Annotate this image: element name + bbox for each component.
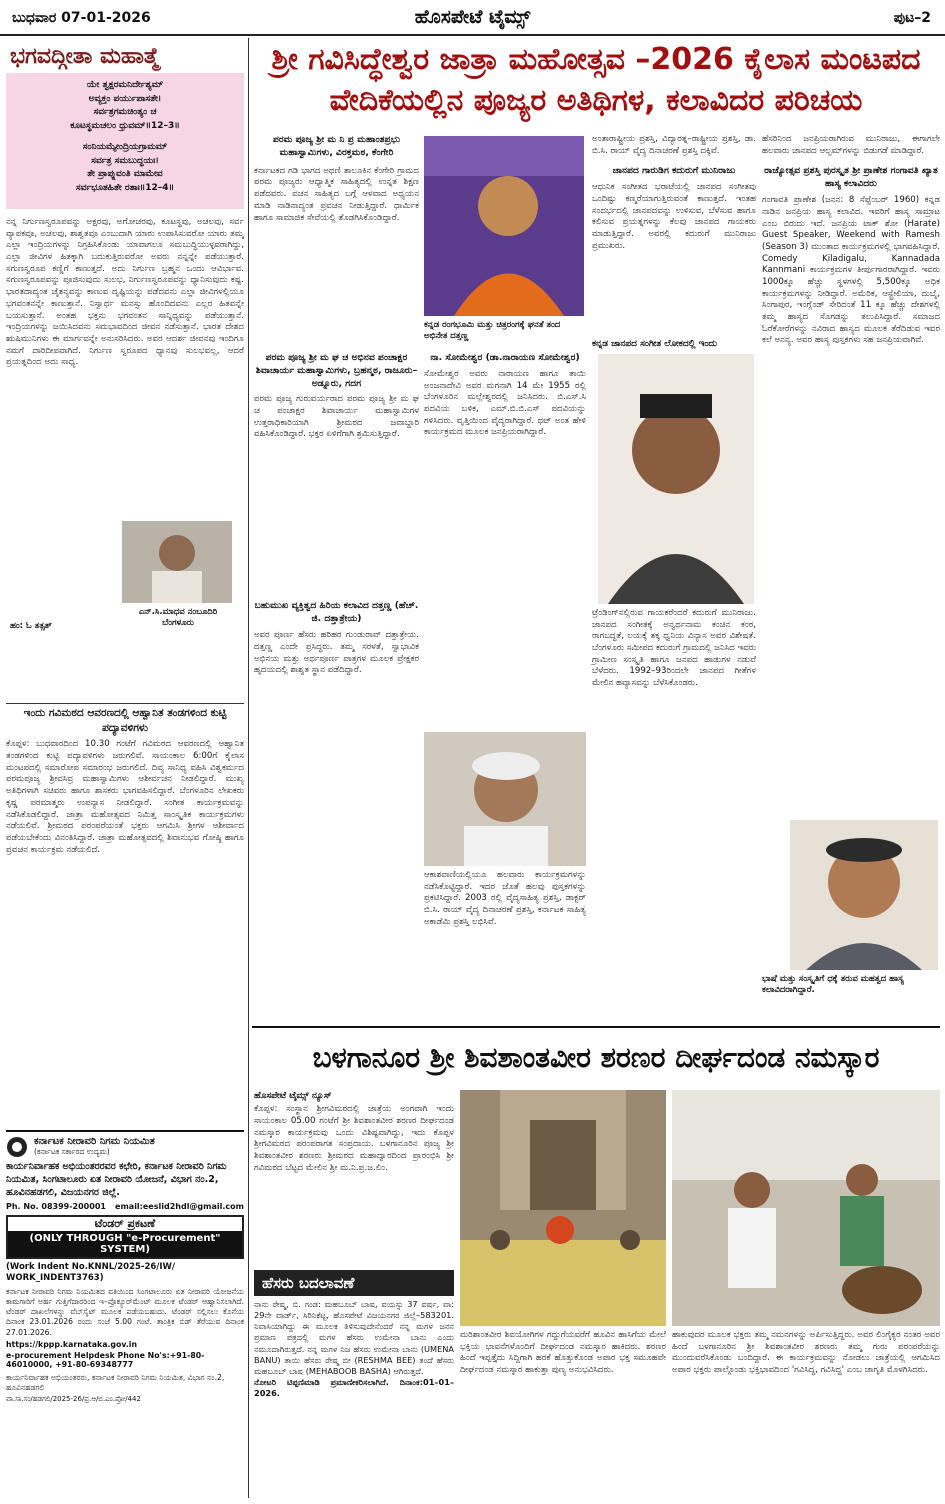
gavimath-headline: ಇಂದು ಗವಿಮಠದ ಆವರಣದಲ್ಲಿ ಆಹ್ವಾನಿತ ತಂಡಗಳಿಂದ ಕುಟ್ಟಿ ಪದ್ಯಾವಳಿಗಳು — [23, 707, 227, 734]
gita-title: ಭಗವದ್ಗೀತಾ ಮಹಾತ್ಮೆ — [10, 44, 160, 69]
issue-date: ಬುಧವಾರ 07-01-2026 — [12, 10, 151, 26]
verse1-line4: ಕೂಟಸ್ಥಮಚಲಂ ಧ್ರುವಮ್॥12–3॥ — [70, 120, 180, 131]
tender-title: ಟೆಂಡರ್ ಪ್ರಕಟಣೆ — [94, 1217, 156, 1231]
main-headline-line1: ಶ್ರೀ ಗವಿಸಿದ್ಧೇಶ್ವರ ಜಾತ್ರಾ ಮಹೋತ್ಸವ –2026 ಕೈಲಾಸ ಮಂಟಪದ — [271, 42, 921, 77]
col1-head: ಪರಮ ಪೂಜ್ಯ ಶ್ರೀ ಮ ನಿ ಪ್ರ ಮಹಾಂತಪ್ರಭು ಮಹಾಸ್ವಾಮಿಗಳು, ವಿರಕ್ತಮಠ, ಕೆಂಗೇರಿ — [272, 134, 400, 158]
tender-phone: Ph. No. 08399-200001 — [6, 1202, 106, 1212]
col1-body: ಕರ್ನಾಟಕದ ಗಡಿ ಭಾಗದ ಅಥಣಿ ತಾಲೂಕಿನ ಕೆಂಗೇರಿ ಗ್ರಾಮದ ಪರಮ ಪೂಜ್ಯರು ಆಧ್ಯಾತ್ಮಿಕ ಸಾಹಿತ್ಯದಲ್ಲಿ ಉನ್ನತ ಶಿಕ್ಷಣ ಪಡೆದವರು. ವಚನ ಸಾಹಿತ್ಯದ ಬಗ್ಗೆ ಆಳವಾದ ಅಧ್ಯಯನ ಮಾಡಿ ನಾಡಿನಾದ್ಯಂತ ಪ್ರವಚನ ನೀಡುತ್ತಿದ್ದಾರೆ. ಧಾರ್ಮಿಕ ಹಾಗೂ ಸಾಮಾಜಿಕ ಸೇವೆಯಲ್ಲಿ ತೊಡಗಿಸಿಕೊಂಡಿದ್ದಾರೆ. — [254, 165, 419, 223]
col1-head3: ಬಹುಮುಖ ವ್ಯಕ್ತಿತ್ವದ ಹಿರಿಯ ಕಲಾವಿದ ದತ್ತಣ್ಣ (ಹೆಚ್. ಜಿ. ದತ್ತಾತ್ರೇಯ) — [254, 600, 419, 625]
col3-caption: ಕನ್ನಡ ಜಾನಪದ ಸಂಗೀತ ಲೋಕದಲ್ಲಿ ಇಂದು — [592, 339, 718, 349]
col4-body: ಹೆಸರಿನಿಂದ ಜನಪ್ರಿಯರಾಗಿರುವ ಮುನಿರಾಜು, ಈಗಾಗಲೇ ಹಲವಾರು ಜಾನಪದ ಆಲ್ಬಮ್‌ಗಳನ್ನು ಬಿಡುಗಡೆ ಮಾಡಿದ್ದಾರೆ. — [762, 134, 940, 156]
tender-body: ಕರ್ನಾಟಕ ನೀರಾವರಿ ನಿಗಮ ನಿಯಮಿತದ ವತಿಯಿಂದ ಸಿಂಗಟಾಲೂರು ಏತ ನೀರಾವರಿ ಯೋಜನೆಯ ಕಾಮಗಾರಿಗೆ ಅರ್ಹ ಗುತ್ತಿಗೆದಾರರಿಂದ ಇ–ಪ್ರೊಕ್ಯೂರ್‌ಮೆಂಟ್ ಮೂಲಕ ಟೆಂಡರ್ ಆಹ್ವಾನಿಸಲಾಗಿದೆ. ಟೆಂಡರ್ ದಾಖಲೆಗಳನ್ನು ವೆಬ್‌ಸೈಟ್ ಮೂಲಕ ಪಡೆಯಬಹುದು. ಟೆಂಡರ್ ಸಲ್ಲಿಸಲು ಕೊನೆಯ ದಿನಾಂಕ 23.01.2026 ರಂದು ಸಂಜೆ 5.00 ಗಂಟೆ. ತಾಂತ್ರಿಕ ಬಿಡ್ ತೆರೆಯುವ ದಿನಾಂಕ 27.01.2026. — [6, 1286, 244, 1337]
pranesh-photo — [790, 820, 938, 970]
name-change-body: ನಾನು ರೇಷ್ಮ, ಬಿ. ಗಂಡ: ಮಹಬೂಬ್ ಬಾಷ, ವಯಸ್ಸು 37 ವರ್ಷ, ವಾ: 29ನೇ ವಾರ್ಡ್, ಸಿರಿನಿಕೆಟ್ಟ, ಹೊಸಪೇಟೆ ವಿಜಯನಗರ ಜಿಲ್ಲೆ–583201. ನಿವಾಸಿಯಾಗಿದ್ದು ಈ ಮೂಲಕ ತಿಳಿಸುವುದೇನೆಂದರೆ ನನ್ನ ಮಗಳ ಜನನ ಪ್ರಮಾಣ ಪತ್ರದಲ್ಲಿ ಮಗಳ ಹೆಸರು ಉಮೇನಾ ಬಾನು ಎಂದು ನಮೂದಾಗಿರುತ್ತದೆ. ನನ್ನ ಮಗಳ ನಿಜ ಹೆಸರು ಉಮೇನಾ ಬಾನು (UMENA BANU) ತಾಯಿ ಹೆಸರು ರೇಷ್ಮ ಬೀ (RESHMA BEE) ತಂದೆ ಹೆಸರು ಮಹಬೂಬ್ ಬಾಷ (MEHABOOB BASHA) ಆಗಿರುತ್ತದೆ. — [254, 1299, 454, 1376]
tender-office: ಕಾರ್ಯನಿರ್ವಾಹಕ ಅಭಿಯಂತರರವರ ಕಛೇರಿ, ಕರ್ನಾಟಕ ನೀರಾವರಿ ನಿಗಮ ನಿಯಮಿತ, ಸಿಂಗಟಾಲೂರು ಏತ ನೀರಾವರಿ ಯೋಜನೆ, ವಿಭಾಗ ನಂ.2, ಹೂವಿನಹಡಗಲಿ, ವಿಜಯನಗರ ಜಿಲ್ಲೆ. — [6, 1161, 227, 1198]
col1-caption: ಕನ್ನಡ ರಂಗಭೂಮಿ ಮತ್ತು ಚಿತ್ರರಂಗಕ್ಕೆ ಘನತೆ ತಂದ ಅಭಿನೇತ ದತ್ತಣ್ಣ — [424, 320, 561, 342]
tender-portal[interactable]: https://kppp.karnataka.gov.in — [6, 1339, 138, 1349]
tender-email: email:eeslid2hdl@gmail.com — [115, 1202, 244, 1212]
col3-body: ಅಂತಾರಾಷ್ಟ್ರೀಯ ಪ್ರಶಸ್ತಿ, ವಿದ್ಯಾರತ್ನ–ರಾಷ್ಟ್ರೀಯ ಪ್ರಶಸ್ತಿ, ಡಾ. ಬಿ.ಸಿ. ರಾಯ್ ವೈದ್ಯ ದಿನಾಚರಣೆ ಪ್ರಶಸ್ತಿ ದಕ್ಕಿವೆ. — [592, 134, 756, 156]
gavimath-article — [6, 706, 244, 1126]
verse2-line2: ಸರ್ವತ್ರ ಸಮಬುದ್ಧಯಃ। — [91, 155, 159, 166]
tender-system: (ONLY THROUGH "e-Procurement" SYSTEM) — [8, 1231, 242, 1257]
verse1-line3: ಸರ್ವತ್ರಗಮಚಿಂತ್ಯಂ ಚ — [93, 107, 157, 117]
dattanna-photo — [424, 732, 586, 866]
somesh-photo — [598, 354, 754, 604]
verse2-line4: ಸರ್ವಭೂತಹಿತೇ ರತಾಃ॥12–4॥ — [75, 182, 175, 193]
col3-body3: ಟ್ರೆಂಡಿಂಗ್‌ನಲ್ಲಿರುವ ಗಾಯಕರೆಂದರೆ ಕದುರುಗೆ ಮುನಿರಾಜು. ಜಾನಪದ ಸಂಗೀತಕ್ಕೆ ಅನ್ವರ್ಥನಾಮ ಕಂಚಿನ ಕಂಠ, ರಾಗಬದ್ಧತೆ, ಲಯಕ್ಕೆ ತಕ್ಕ ಧ್ವನಿಯ ವಿನ್ಯಾಸ ಅವರ ವಿಶೇಷತೆ. ಬೆಂಗಳೂರು ಸಮೀಪದ ಕದುರುಗೆ ಗ್ರಾಮದಲ್ಲಿ ಜನಿಸಿದ ಇವರು ಗ್ರಾಮೀಣ ಸಂಸ್ಕೃತಿ ಹಾಗೂ ಜನಪದ ಹಾಡುಗಳ ನಡುವೆ ಬೆಳೆದರು. 1992–93ರಿಂದಲೇ ಜಾನಪದ ಗೀತೆಗಳ ಮೇಲಿನ ಹವ್ಯಾಸವನ್ನು ಬೆಳೆಸಿಕೊಂಡರು. — [592, 608, 756, 689]
gita-body: ನನ್ನ ನಿರ್ಗುಣಸ್ವರೂಪವನ್ನು ಅಕ್ಷರವು, ಅಗೋಚರವು, ಕೂಟಸ್ಥವು, ಅಚಲವು, ಸರ್ವ ವ್ಯಾಪಕವೂ, ಅಚಲವು, ಶಾಶ್ವತವೂ ಎಂಬುದಾಗಿ ಯಾರು ಉಪಾಸಿಸುವರೋ ಯಾರು ತಮ್ಮ ಎಲ್ಲಾ ಇಂದ್ರಿಯಗಳನ್ನು ನಿಗ್ರಹಿಸಿಕೊಂಡು ಯಾವಾಗಲೂ ಸಮಬುದ್ಧಿಯುಳ್ಳವರಾಗಿದ್ದು, ಎಲ್ಲಾ ಜೀವಿಗಳ ಹಿತಕ್ಕಾಗಿ ಬದುಕುತ್ತಿರುವರೋ ಅವರು ನನ್ನನ್ನೇ ಪಡೆಯುತ್ತಾರೆ. ಸಗುಣಸ್ವರೂಪ ಕಣ್ಣಿಗೆ ಕಾಣುತ್ತದೆ. ಅದು ನಿರ್ಗುಣ ಬ್ರಹ್ಮನ ಒಂದು ಆವಿರ್ಭಾವ. ಸಗುಣಸ್ವರೂಪವನ್ನು ಪೂಜಿಸುವುದು ಸುಲಭ, ನಿರ್ಗುಣಸ್ವರೂಪವನ್ನು ಧ್ಯಾನಿಸುವುದು ಕಷ್ಟ. ಭಾರತದಾದ್ಯಂತ ಚೈತನ್ಯವನ್ನು ಕಾಣುವ ದೃಷ್ಟಿಯನ್ನು ಪಡೆದವನು ಎಲ್ಲಾ ಜೀವಿಗಳಲ್ಲಿಯೂ ಭಗವಂತನನ್ನೇ ಕಾಣುತ್ತಾನೆ. ನಿಸ್ವಾರ್ಥ ಮನಸ್ಸು ಹೊಂದಿದವನು ಎಲ್ಲರ ಹಿತವನ್ನೇ ಬಯಸುತ್ತಾನೆ. ಅಂತಹ ಭಕ್ತನು ಭಗವಂತನ ಸಾನ್ನಿಧ್ಯವನ್ನು ಪಡೆಯುತ್ತಾನೆ. ಇಂದ್ರಿಯಗಳನ್ನು ಜಯಿಸಿದವನು ಸಮಭಾವದಿಂದ ಜೀವನ ನಡೆಸುತ್ತಾನೆ. ಭಾರತ ದೇಶದ ಋಷಿಮುನಿಗಳು ಈ ಮಾರ್ಗವನ್ನೇ ಅನುಸರಿಸಿದರು. ಅವರ ಆದರ್ಶ ಜೀವನವು ಇಂದಿಗೂ ನಮಗೆ ದಾರಿದೀಪವಾಗಿದೆ. ನಿರ್ಗುಣ ಸ್ವರೂಪದ ಧ್ಯಾನವು ಸುಲಭವಲ್ಲ, ಆದರೆ ಪ್ರಯತ್ನದಿಂದ ಅದು ಸಾಧ್ಯ. — [6, 217, 244, 368]
gavimath-body: ಕೊಪ್ಪಳ: ಬುಧವಾರದಿಂದ 10.30 ಗಂಟೆಗೆ ಗವಿಮಠದ ಆವರಣದಲ್ಲಿ ಆಹ್ವಾನಿತ ತಂಡಗಳಿಂದ ಕುಟ್ಟಿ ಪದ್ಯಾವಳಿಗಳು ಜರುಗಲಿವೆ. ಸಾಯಂಕಾಲ 6:00ಗೆ ಕೈಲಾಸ ಮಂಟಪದಲ್ಲಿ ಸಮಾರೋಪ ಸಮಾರಂಭ ಜರುಗಲಿದೆ. ದಿವ್ಯ ಸಾನಿಧ್ಯ ವಹಿಸಿ ವಿಶ್ವಕರ್ಮದ ಪರಮಪೂಜ್ಯ ಶ್ರೀವಸಿವ್ರ ಮಹಾಸ್ವಾಮಿಗಳು ಆಶೀರ್ವಚನ ನೀಡಲಿದ್ದಾರೆ. ಮುಖ್ಯ ಅತಿಥಿಗಳಾಗಿ ಸಚಿವರು ಹಾಗೂ ಶಾಸಕರು ಭಾಗವಹಿಸಲಿದ್ದಾರೆ. ಬೆಂಗಳೂರಿನ ಲೇಖಕರು ಕೃಷ್ಣ ಪರಮಾತ್ಮರು ಉಪನ್ಯಾಸ ನೀಡಲಿದ್ದಾರೆ. ಸಂಗೀತ ಕಾರ್ಯಕ್ರಮವನ್ನು ನಡೆಸಿಕೊಡಲಿದ್ದಾರೆ. ಜಾತ್ರಾ ಮಹೋತ್ಸವದ ನಿಮಿತ್ತ ಸಾಂಸ್ಕೃತಿಕ ಕಾರ್ಯಕ್ರಮಗಳು ನಡೆಯಲಿವೆ. ಶ್ರೀಮಠದ ಪರಂಪರೆಯಂತೆ ಭಕ್ತರು ಆಗಮಿಸಿ ಶ್ರೀಗಳ ಆಶೀರ್ವಾದ ಪಡೆಯಬೇಕೆಂದು ವಿನಂತಿಸಿದ್ದಾರೆ. ಜಾತ್ರಾ ಮಹೋತ್ಸವದಲ್ಲಿ ಶಿವಾನುಭವ ಗೋಷ್ಠಿ ಹಾಗೂ ಪ್ರವಚನ ಕಾರ್ಯಕ್ರಮ ನಡೆಯಲಿದೆ. — [6, 739, 244, 855]
drummers-photo — [672, 1090, 940, 1326]
col2-head: ನಾ. ಸೋಮೇಶ್ವರ (ಡಾ.ನಾರಾಯಣ ಸೋಮೇಶ್ವರ) — [430, 352, 580, 363]
name-change-footer: ನೋಟರಿ ಟಿಪ್ಪಣಿಮಾಡಿ ಪ್ರಮಾಣೀಕರಿಸಲಾಗಿದೆ. ದಿನಾಂಕ:01–01–2026. — [254, 1377, 454, 1399]
tender-ref: ವಾ.ಸಾ.ಸಂ/ಹಡಗಲಿ/2025-26/ಪ್ರ.ಆ/ಬಿ.ಎಂ.ಪ್ರೋ/442 — [6, 1394, 141, 1403]
tender-signoff: ಕಾರ್ಯನಿರ್ವಾಹಕ ಅಭಿಯಂತರರು, ಕರ್ನಾಟಕ ನೀರಾವರಿ ನಿಗಮ ನಿಯಮಿತ, ವಿಭಾಗ ನಂ.2, ಹೂವಿನಹಡಗಲಿ — [6, 1372, 225, 1392]
col4-body2: ಗಂಗಾವತಿ ಪ್ರಾಣೇಶ (ಜನನ: 8 ಸೆಪ್ಟೆಂಬರ್ 1960) ಕನ್ನಡ ನಾಡಿನ ಜನಪ್ರಿಯ ಹಾಸ್ಯ ಕಲಾವಿದ. ಇವರಿಗೆ ಹಾಸ್ಯ ಸಾಮ್ರಾಟ ಎಂಬ ಬಿರುದು ಇದೆ. ಜನಪ್ರಿಯ ಟಾಕ್ ಶೋ (Harate) Guest Speaker, Weekend with Ramesh (Season 3) ಮುಂತಾದ ಕಾರ್ಯಕ್ರಮಗಳಲ್ಲಿ ಭಾಗವಹಿಸಿದ್ದಾರೆ. Comedy Kiladigalu, Kannadada Kannmani ಕಾರ್ಯಕ್ರಮಗಳ ತೀರ್ಪುಗಾರರಾಗಿದ್ದಾರೆ. ಇವರು 1000ಕ್ಕೂ ಹೆಚ್ಚು ಸ್ಥಳಗಳಲ್ಲಿ 5,500ಕ್ಕೂ ಅಧಿಕ ಕಾರ್ಯಕ್ರಮಗಳನ್ನು ನೀಡಿದ್ದಾರೆ. ಅಮೆರಿಕ, ಆಸ್ಟ್ರೇಲಿಯಾ, ದುಬೈ, ಸಿಂಗಾಪುರ, ಇಂಗ್ಲೆಂಡ್ ಸೇರಿದಂತೆ 11 ಕ್ಕೂ ಹೆಚ್ಚು ದೇಶಗಳಲ್ಲಿ ತಮ್ಮ ಹಾಸ್ಯದ ಸೊಗಡನ್ನು ತಲುಪಿಸಿದ್ದಾರೆ. ಸಮಾಜದ ಓರೆಕೋರೆಗಳನ್ನು ನವಿರಾದ ಹಾಸ್ಯದ ಮೂಲಕ ತೆರೆದಿಡುವ ಇವರ ಕಲೆ ಅನನ್ಯ. ಅವರ ಹಾಸ್ಯ ಪುಸ್ತಕಗಳು ಸಹ ಜನಪ್ರಿಯವಾಗಿವೆ. — [762, 195, 940, 346]
col4-caption: ಭಾಷೆ ಮತ್ತು ಸಂಸ್ಕೃತಿಗೆ ಧಕ್ಕೆ ತರುವ ಮಹತ್ವದ ಹಾಸ್ಯ ಕಲಾವಿದರಾಗಿದ್ದಾರೆ. — [762, 974, 904, 996]
author-photo — [122, 521, 232, 603]
author-name: ಎನ್.ಸಿ.ಮಾಧವ ನಂಬೂದಿರಿ ಬೆಂಗಳೂರು — [138, 607, 218, 629]
col2-body2: ಆಕಾಶವಾಣಿಯಲ್ಲಿಯೂ ಹಲವಾರು ಕಾರ್ಯಕ್ರಮಗಳನ್ನು ನಡೆಸಿಕೊಟ್ಟಿದ್ದಾರೆ. ಇದರ ಜೊತೆ ಹಲವು ಪುಸ್ತಕಗಳನ್ನು ಪ್ರಕಟಿಸಿದ್ದಾರೆ. 2003 ರಲ್ಲಿ ವೈದ್ಯಸಾಹಿತ್ಯ ಪ್ರಶಸ್ತಿ, ಡಾಕ್ಟರ್ ಬಿ.ಸಿ. ರಾಯ್ ವೈದ್ಯ ದಿನಾಚರಣೆ ಪ್ರಶಸ್ತಿ, ಕರ್ನಾಟಕ ಸಾಹಿತ್ಯ ಅಕಾಡೆಮಿ ಪ್ರಶಸ್ತಿ ಲಭಿಸಿವೆ. — [424, 870, 586, 927]
gita-column — [6, 40, 244, 700]
bottom-headline-box — [252, 1030, 940, 1086]
photo-caption-right: ಹಾಕುವುದರ ಮೂಲಕ ಭಕ್ತರು ತಮ್ಮ ನಮನಗಳನ್ನು ಅರ್ಪಿಸುತ್ತಿದ್ದರು. ಅವರ ಲಿಂಗೈಕ್ಯರ ನಂತರ ಅವರ ಹಿಂದೆ ಬಳಗಾನೂರಿನ ಶ್ರೀ ಶಿವಶಾಂತವೀರ ಶರಣರು ತಮ್ಮ ಗುರು ಪರಂಪರೆಯನ್ನು ಮುಂದುವರೆಸಿಕೊಂಡು ಬಂದಿದ್ದಾರೆ. ಈ ಕಾರ್ಯಕ್ರಮವನ್ನು ನೋಡಲು ಜಾತ್ರೆಯಲ್ಲಿ ಆಗಮಿಸಿದ ಅಪಾರ ಭಕ್ತರು ಪಾಲ್ಗೊಂಡು ಭಕ್ತಿಭಾವದಿಂದ 'ಗವಿಸಿದ್ಧ, ಗವಿಸಿದ್ಧ' ಎಂಬ ಜಾಗೃತಿ ಮೊಳಗಿಸಿದರು. — [672, 1330, 940, 1376]
bottom-headline: ಬಳಗಾನೂರ ಶ್ರೀ ಶಿವಶಾಂತವೀರ ಶರಣರ ದೀರ್ಘದಂಡ ನಮಸ್ಕಾರ — [312, 1041, 880, 1074]
tender-work-indent: WORK_INDENT3763) — [6, 1273, 104, 1284]
col4-head: ರಾಜ್ಯೋತ್ಸವ ಪ್ರಶಸ್ತಿ ಪುರಸ್ಕೃತ ಶ್ರೀ ಪ್ರಾಣೇಶ ಗಂಗಾವತಿ ಖ್ಯಾತ ಹಾಸ್ಯ ಕಲಾವಿದರು — [764, 165, 938, 190]
bottom-news — [254, 1090, 454, 1270]
main-headline-line2: ವೇದಿಕೆಯಲ್ಲಿನ ಪೂಜ್ಯರ ಅತಿಥಿಗಳ, ಕಲಾವಿದರ ಪರಿಚಯ — [329, 82, 863, 118]
masthead: ಹೊಸಪೇಟೆ ಟೈಮ್ಸ್ — [414, 6, 531, 28]
col2-body: ಸೋಮೇಶ್ವರ ಅವರು ನಾರಾಯಣ ಹಾಗೂ ತಾಯಿ ಅಂಜನಾದೇವಿ ಅವರ ಮಗನಾಗಿ 14 ಮೇ 1955 ರಲ್ಲಿ ಬೆಂಗಳೂರಿನ ಮಲ್ಲೇಶ್ವರದಲ್ಲಿ ಜನಿಸಿದರು. ಬಿ.ಎಸ್.ಸಿ ಪದವಿಯ ಬಳಿಕ, ಎಮ್.ಬಿ.ಬಿ.ಎಸ್ ಪದವಿಯನ್ನು ಗಳಿಸಿದರು. ವೃತ್ತಿಯಿಂದ ವೈದ್ಯರಾಗಿದ್ದಾರೆ. ಥಟ್ ಅಂತ ಹೇಳಿ ಕಾರ್ಯಕ್ರಮದ ಮೂಲಕ ಜನಪ್ರಿಯರಾಗಿದ್ದಾರೆ. — [424, 368, 586, 438]
col3-head: ಜಾನಪದ ಗಾರುಡಿಗ ಕದುರುಗೆ ಮುನಿರಾಜು — [612, 165, 736, 177]
col1-head2: ಪರಮ ಪೂಜ್ಯ ಶ್ರೀ ಮ ಘ ಚ ಅಭಿನವ ಪಂಚಾಕ್ಷರ ಶಿವಾಚಾರ್ಯ ಮಹಾಸ್ವಾಮಿಗಳು, ಬ್ರಹನ್ಮಠ, ರಾಜೂರು–ಅಡ್ನೂರು, ಗದಗ — [255, 351, 418, 389]
tender-work-no: No.KNNL/2025-26/IW/ — [71, 1262, 176, 1273]
col3-body2: ಆಧುನಿಕ ಸಂಗೀತದ ಭರಾಟೆಯಲ್ಲಿ ಜಾನಪದ ಸಂಗೀತವು ಒಂದಿಷ್ಟು ಕಣ್ಮರೆಯಾಗುತ್ತಿರುವಂತೆ ಕಾಣುತ್ತದೆ. ಇಂತಹ ಸಂದರ್ಭದಲ್ಲಿ ಜಾನಪದವನ್ನು ಉಳಿಸುವ, ಬೆಳೆಸುವ ಹಾಗೂ ಕಲಿಸುವ ಪ್ರಯತ್ನಗಳನ್ನು ಕೆಲವು ಜಾನಪದ ಗಾಯಕರು ಮಾಡುತ್ತಿದ್ದಾರೆ. ಅವರಲ್ಲಿ ಕದುರುಗೆ ಮುನಿರಾಜು ಪ್ರಮುಖರು. — [592, 182, 756, 251]
page-header — [0, 0, 945, 36]
procession-photo — [460, 1090, 666, 1326]
tender-notice — [6, 1136, 244, 1498]
swami-photo — [424, 136, 584, 316]
bottom-byline: ಹೊಸಪೇಟೆ ಟೈಮ್ಸ್ ನ್ಯೂಸ್ — [254, 1091, 332, 1101]
verse2-line1: ಸಂನಿಯಮ್ಯೇಂದ್ರಿಯಗ್ರಾಮಮ್ — [82, 142, 168, 152]
col1-body3: ಅವರ ಪೂರ್ಣ ಹೆಸರು ಹರಿಹರ ಗುಂಡುರಾವ್ ದತ್ತಾತ್ರೇಯ. ದತ್ತಣ್ಣ ಎಂದೇ ಪ್ರಸಿದ್ಧರು. ತಮ್ಮ ಸರಳತೆ, ಸ್ವಾಭಾವಿಕ ಅಭಿನಯ ಮತ್ತು ಅರ್ಥಪೂರ್ಣ ಪಾತ್ರಗಳ ಮೂಲಕ ಪ್ರೇಕ್ಷಕರ ಹೃದಯದಲ್ಲಿ ಶಾಶ್ವತ ಸ್ಥಾನ ಪಡೆದಿದ್ದಾರೆ. — [254, 630, 419, 676]
photo-caption-left: ಮರಿಶಾಂತವೀರ ಶಿವಯೋಗಿಗಳ ಗದ್ದುಗೆಯವರೆಗೆ ಹೂವಿನ ಹಾಸಿಗೆಯ ಮೇಲೆ ಭಕ್ತಿಯ ಭಾವನೆಗಳೊಂದಿಗೆ ದೀರ್ಘದಂಡ ನಮಸ್ಕಾರ ಹಾಕಿದರು. ಶರಣರ ಹಿಂದೆ ಇಪ್ಪತ್ತೈದು ಸಿದ್ದಿಗಾಗಿ ಹರಕೆ ಹೊತ್ತುಕೊಂಡ ಅಪಾರ ಭಕ್ತ ಸಮೂಹವೇ ದೀರ್ಘದಂಡ ನಮಸ್ಕಾರ ಹಾಕುತ್ತಾ ಪುಣ್ಯ ಅನುಭವಿಸಿದರು. — [460, 1330, 666, 1376]
main-col1 — [254, 134, 419, 1024]
verse1-line1: ಯೇ ತ್ವಕ್ಷರಮನಿರ್ದೇಶ್ಯಮ್ — [86, 80, 164, 90]
gita-verse-box — [6, 73, 244, 209]
page-number: ಪುಟ–2 — [893, 10, 931, 26]
verse1-line2: ಅವ್ಯಕ್ತಂ ಪರ್ಯುಪಾಸತೇ। — [88, 93, 162, 104]
name-change-notice — [254, 1270, 454, 1498]
knnl-logo-icon — [6, 1136, 28, 1158]
tender-org: ಕರ್ನಾಟಕ ನೀರಾವರಿ ನಿಗಮ ನಿಯಮಿತ — [34, 1136, 155, 1147]
tender-org-sub: (ಕರ್ನಾಟಕ ಸರ್ಕಾರದ ಉದ್ಯಮ) — [34, 1147, 110, 1156]
col1-body2: ಪರಮ ಪೂಜ್ಯ ಗುರುವರ್ಯರಾದ ಪರಮ ಪೂಜ್ಯ ಶ್ರೀ ಮ ಘ ಚ ಪಂಚಾಕ್ಷರ ಶಿವಾಚಾರ್ಯ ಮಹಾಸ್ವಾಮಿಗಳ ಉತ್ತರಾಧಿಕಾರಿಯಾಗಿ ಶ್ರೀಮಠದ ಜವಾಬ್ದಾರಿ ವಹಿಸಿಕೊಂಡಿದ್ದಾರೆ. ಭಕ್ತರ ಏಳಿಗೆಗಾಗಿ ಶ್ರಮಿಸುತ್ತಿದ್ದಾರೆ. — [254, 394, 419, 440]
name-change-title: ಹೆಸರು ಬದಲಾವಣೆ — [254, 1270, 454, 1296]
tender-helpdesk: e-procurement Helpdesk Phone No's:+91-80-46010000, +91-80-69348777 — [6, 1350, 205, 1369]
tender-work-label: (Work Indent — [6, 1262, 69, 1273]
main-headline — [252, 40, 940, 130]
verse2-line3: ತೇ ಪ್ರಾಪ್ನುವಂತಿ ಮಾಮೇವ — [87, 169, 163, 179]
author-tail: ಹಂ: ಓ ತತ್ಸತ್ — [10, 621, 52, 631]
bottom-body: ಕೊಪ್ಪಳ: ಸಂಸ್ಥಾನ ಶ್ರೀಗವಿಮಠದಲ್ಲಿ ಜಾತ್ರೆಯ ಅಂಗವಾಗಿ ಇಂದು ಸಾಯಂಕಾಲ 05.00 ಗಂಟೆಗೆ ಶ್ರೀ ಶಿವಶಾಂತವೀರ ಶರಣರ ದೀರ್ಘದಂಡ ನಮಸ್ಕಾರ ಕಾರ್ಯಕ್ರಮವು ಒಂದು ವಿಶಿಷ್ಟವಾಗಿದ್ದು, ಇದು ಕೊಪ್ಪಳ ಶ್ರೀಗವಿಮಠದ ಪರಂಪರಾಗತ ಸಂಪ್ರದಾಯ. ಬಳಗಾನೂರಿನ ಪೂಜ್ಯ ಶ್ರೀ ಶಿವಶಾಂತವೀರ ಶರಣರು ಶ್ರೀಮಠದ ಮಹಾದ್ವಾರದಿಂದ ಪ್ರಾರಂಭಿಸಿ ಶ್ರೀ ಗವಿಮಠದ ಬೆಟ್ಟದ ಮೇಲಿನ ಶ್ರೀ ಮ.ನಿ.ಪ್ರ.ಜ.ಲಿಂ. — [254, 1104, 454, 1173]
tender-title-box — [6, 1215, 244, 1259]
